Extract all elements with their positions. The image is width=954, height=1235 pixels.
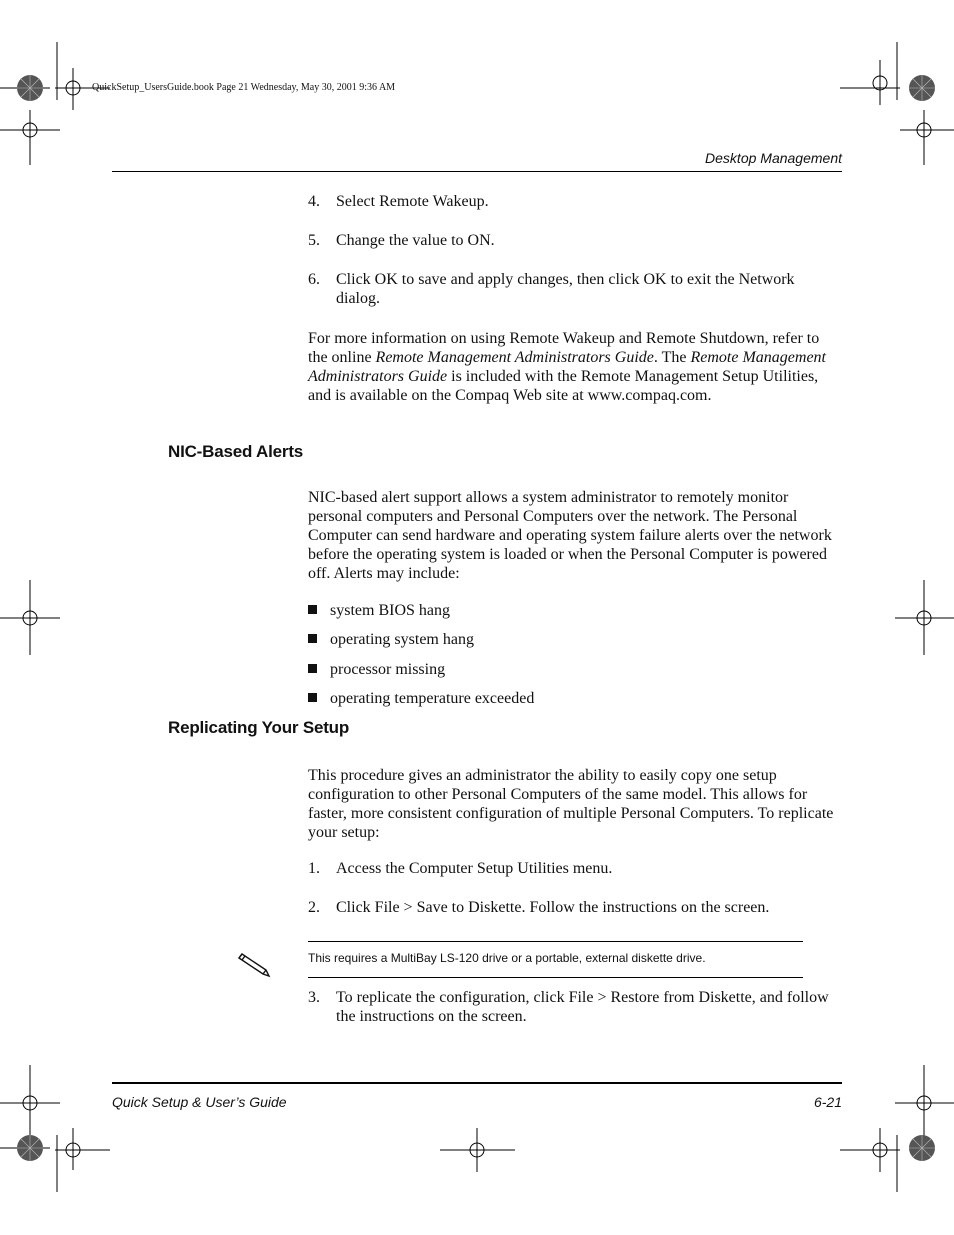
step-1 (308, 859, 840, 878)
pencil-icon (233, 950, 273, 980)
footer-rule (112, 1082, 842, 1084)
step-number: 5. (308, 232, 320, 249)
step-6 (308, 270, 840, 308)
step-text: Click OK to save and apply changes, then click OK to exit the Network dialog. (336, 271, 795, 307)
step-text: Change the value to ON. (336, 232, 495, 249)
print-header: QuickSetup_UsersGuide.book Page 21 Wednesday, May 30, 2001 9:36 AM (92, 82, 396, 93)
step-text: To replicate the configuration, click File > Restore from Diskette, and follow the instructions on the screen. (336, 989, 829, 1025)
step-number: 2. (308, 899, 320, 916)
running-head: Desktop Management (705, 150, 842, 166)
step-3 (308, 988, 840, 1026)
note-rule-bottom (308, 977, 803, 978)
step-text: Access the Computer Setup Utilities menu. (336, 860, 613, 877)
guide-title: Remote Management Administrators Guide (375, 349, 654, 366)
step-number: 1. (308, 860, 320, 877)
list-item: operating temperature exceeded (308, 689, 534, 708)
nic-paragraph: NIC-based alert support allows a system administrator to remotely monitor personal computers and Personal Computers over the network. The Personal Computer can send hardware and operating system failure alerts over the network before the operating system is loaded or when the Personal Computer is powered off. Alerts may include: (308, 489, 832, 582)
replicating-paragraph: This procedure gives an administrator the ability to easily copy one setup configuration to other Personal Computers of the same model. This allows for faster, more consistent configuration of multiple Personal Computers. To replicate your setup: (308, 767, 834, 841)
info-paragraph: For more information on using Remote Wakeup and Remote Shutdown, refer to the online Remote Management Administrators Guide. The Remote Management Administrators Guide is included with the Remote Management Setup Utilities, and is available on the Compaq Web site at www.compaq.com. (308, 330, 826, 404)
list-item: operating system hang (308, 630, 474, 649)
section-heading-nic: NIC-Based Alerts (168, 442, 304, 461)
section-heading-replicating: Replicating Your Setup (168, 718, 350, 737)
step-number: 6. (308, 271, 320, 288)
bullet-icon (308, 634, 317, 643)
step-5 (308, 231, 840, 250)
step-number: 3. (308, 989, 320, 1006)
bullet-icon (308, 664, 317, 673)
list-item: processor missing (308, 660, 445, 679)
bullet-icon (308, 693, 317, 702)
footer-title: Quick Setup & User’s Guide (112, 1094, 287, 1110)
step-4 (308, 192, 840, 211)
note-rule-top (308, 941, 803, 942)
page-number: 6-21 (813, 1094, 842, 1110)
header-rule (112, 171, 842, 172)
step-2 (308, 898, 840, 917)
list-item: system BIOS hang (308, 601, 450, 620)
step-number: 4. (308, 193, 320, 210)
step-text: Click File > Save to Diskette. Follow the instructions on the screen. (336, 899, 770, 916)
bullet-icon (308, 605, 317, 614)
note-text: This requires a MultiBay LS-120 drive or a portable, external diskette drive. (308, 951, 706, 965)
guide-title: Remote Management Administrators Guide (308, 349, 826, 385)
step-text: Select Remote Wakeup. (336, 193, 489, 210)
